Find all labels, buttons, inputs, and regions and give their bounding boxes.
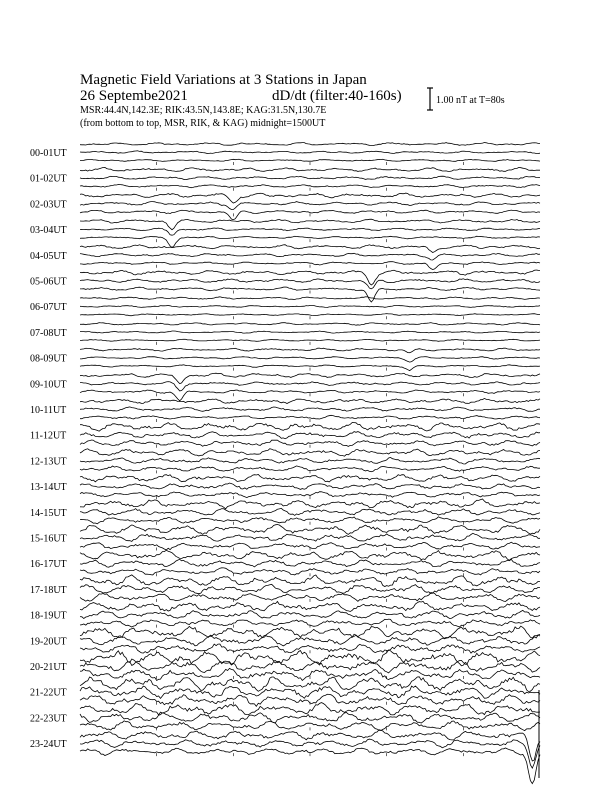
hour-label: 17-18UT: [30, 584, 67, 596]
hour-label: 23-24UT: [30, 739, 67, 751]
station-trace: [80, 159, 540, 161]
station-trace: [80, 449, 540, 457]
station-trace: [80, 550, 540, 560]
hour-label: 06-07UT: [30, 302, 67, 314]
station-trace: [80, 432, 540, 439]
hour-label: 18-19UT: [30, 610, 67, 622]
chart-date: 26 Septembe2021: [80, 88, 188, 104]
scale-bar: [427, 88, 433, 110]
station-trace: [80, 457, 540, 464]
chart-title: Magnetic Field Variations at 3 Stations in Japan: [80, 72, 367, 88]
hour-label: 13-14UT: [30, 482, 67, 494]
station-trace: [80, 339, 540, 341]
station-trace: [80, 559, 540, 567]
station-trace: [80, 323, 540, 326]
station-trace: [80, 287, 540, 302]
hour-label: 19-20UT: [30, 636, 67, 648]
station-trace: [80, 398, 540, 403]
station-trace: [80, 382, 540, 391]
station-trace: [80, 415, 540, 419]
hour-label: 07-08UT: [30, 327, 67, 339]
station-order-note: (from bottom to top, MSR, RIK, & KAG) midnight=1500UT: [80, 118, 326, 129]
station-trace: [80, 151, 540, 154]
station-trace: [80, 143, 540, 146]
hour-label: 05-06UT: [30, 276, 67, 288]
hour-label: 08-09UT: [30, 353, 67, 365]
station-trace: [80, 508, 540, 515]
station-trace: [80, 305, 540, 307]
station-trace: [80, 423, 540, 432]
hour-label: 12-13UT: [30, 456, 67, 468]
station-trace: [80, 483, 540, 489]
station-trace: [80, 202, 540, 210]
station-trace: [80, 228, 540, 235]
station-trace: [80, 659, 540, 673]
station-trace: [80, 167, 540, 171]
station-trace: [80, 601, 540, 611]
station-trace: [80, 730, 540, 761]
station-trace: [80, 475, 540, 482]
hour-label: 02-03UT: [30, 199, 67, 211]
hour-label: 14-15UT: [30, 507, 67, 519]
station-trace: [80, 297, 540, 300]
station-trace: [80, 575, 540, 587]
station-trace: [80, 525, 540, 535]
hour-label: 04-05UT: [30, 250, 67, 262]
station-trace: [80, 185, 540, 188]
station-trace: [80, 499, 540, 509]
hour-label: 20-21UT: [30, 662, 67, 673]
station-trace: [80, 219, 540, 230]
chart-quantity: dD/dt (filter:40-160s): [272, 88, 402, 104]
station-trace: [80, 348, 540, 353]
station-trace: [80, 635, 540, 646]
hour-label: 10-11UT: [30, 405, 67, 416]
station-trace: [80, 686, 540, 698]
station-trace: [80, 193, 540, 203]
hour-label: 11-12UT: [30, 430, 67, 442]
station-trace: [80, 713, 540, 724]
station-coordinates: MSR:44.4N,142.3E; RIK:43.5N,143.8E; KAG:31.5N,130.7E: [80, 105, 327, 116]
station-trace: [80, 245, 540, 253]
station-trace: [80, 610, 540, 618]
station-trace: [80, 253, 540, 260]
hour-label: 22-23UT: [30, 713, 67, 725]
station-trace: [80, 584, 540, 593]
station-trace: [80, 279, 540, 289]
hour-label: 01-02UT: [30, 173, 67, 185]
station-trace: [80, 677, 540, 692]
hour-label: 16-17UT: [30, 559, 67, 571]
station-trace: [80, 626, 540, 639]
station-trace: [80, 373, 540, 384]
hour-label: 09-10UT: [30, 379, 67, 391]
station-trace: [80, 314, 540, 316]
scale-bar-label: 1.00 nT at T=80s: [436, 95, 505, 106]
hour-label: 21-22UT: [30, 687, 67, 699]
hour-label: 00-01UT: [30, 148, 67, 159]
hour-label: 15-16UT: [30, 533, 67, 545]
station-trace: [80, 176, 540, 179]
station-trace: [80, 357, 540, 363]
hour-label: 03-04UT: [30, 225, 67, 237]
station-trace: [80, 407, 540, 412]
station-trace: [80, 533, 540, 541]
station-trace: [80, 270, 540, 285]
station-trace: [80, 331, 540, 333]
